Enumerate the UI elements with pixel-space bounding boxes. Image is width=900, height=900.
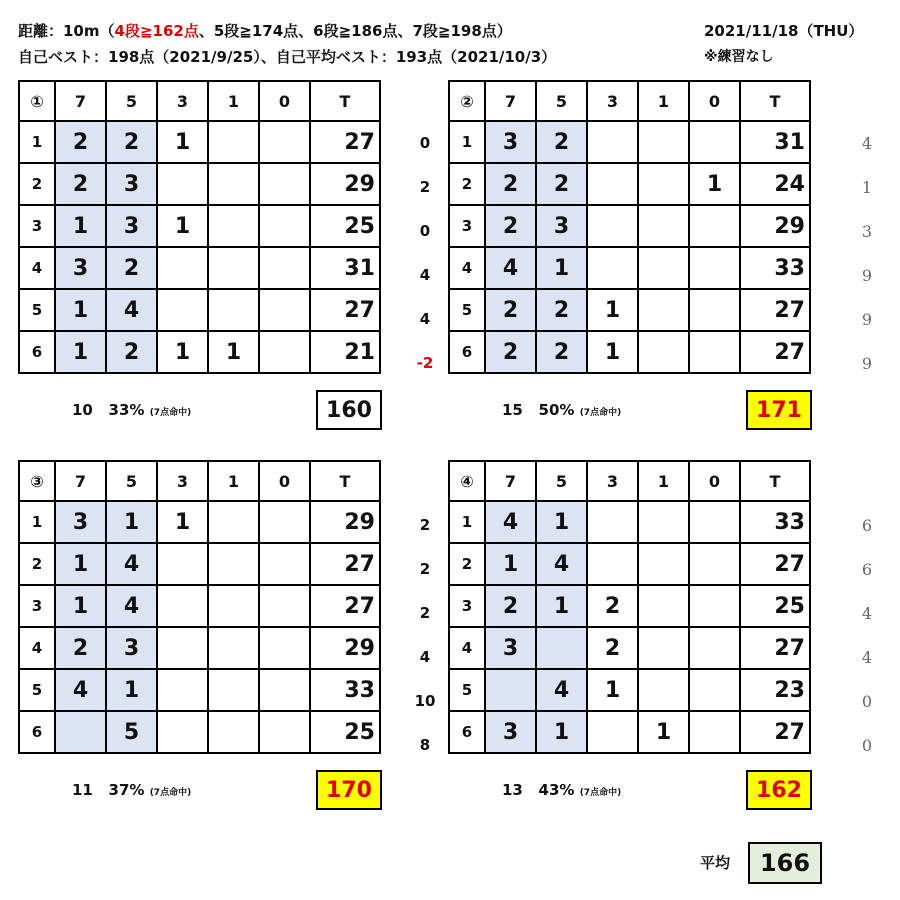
hit-count-0 (259, 247, 310, 289)
hit-count-3: 2 (587, 627, 638, 669)
hit-count-7: 3 (485, 627, 536, 669)
column-header: 5 (106, 81, 157, 121)
left-diff-value: 2 (419, 178, 431, 196)
end-total: 27 (310, 289, 380, 331)
round-label: ④ (449, 461, 485, 501)
hit-count-3 (587, 163, 638, 205)
end-total: 33 (310, 669, 380, 711)
hit-count-5: 4 (106, 585, 157, 627)
hit-count-1 (638, 163, 689, 205)
hit-note: (7点命中) (149, 788, 192, 798)
hit-count-5: 1 (536, 247, 587, 289)
column-header: 7 (485, 461, 536, 501)
round-summary (72, 401, 191, 419)
hit-count-1 (638, 501, 689, 543)
end-number: 5 (449, 289, 485, 331)
hit-count-3 (587, 121, 638, 163)
hit-count-7: 3 (55, 501, 106, 543)
hit-count-3: 1 (587, 331, 638, 373)
hit-count-7 (55, 711, 106, 753)
end-number: 2 (19, 163, 55, 205)
hit-count-5: 2 (536, 331, 587, 373)
hit-count-7: 4 (485, 247, 536, 289)
end-number: 5 (449, 669, 485, 711)
table-row (19, 331, 380, 373)
hit-percentage: 33% (108, 401, 145, 419)
end-total: 31 (740, 121, 810, 163)
score-table-round-1 (18, 80, 381, 374)
hit-count-0 (259, 205, 310, 247)
hit-count-7: 3 (485, 121, 536, 163)
hit-count-0 (689, 331, 740, 373)
hit-count-3: 1 (157, 121, 208, 163)
hit-count-3 (587, 205, 638, 247)
end-total: 25 (740, 585, 810, 627)
left-diff-value: 8 (419, 736, 431, 754)
end-total: 27 (310, 121, 380, 163)
hit-count-5: 5 (106, 711, 157, 753)
hit-count-3: 1 (157, 205, 208, 247)
table-row (19, 627, 380, 669)
hit-count-1 (638, 543, 689, 585)
hit-count-3 (157, 711, 208, 753)
hit-count-3 (157, 543, 208, 585)
column-header: T (310, 461, 380, 501)
end-number: 4 (449, 247, 485, 289)
hit-count-0 (689, 627, 740, 669)
end-number: 4 (19, 627, 55, 669)
hit-count-1 (208, 711, 259, 753)
hit-count-1 (208, 163, 259, 205)
end-number: 1 (19, 121, 55, 163)
table-row (19, 585, 380, 627)
table-row (449, 121, 810, 163)
round-summary (502, 781, 621, 799)
table-row (19, 669, 380, 711)
right-diff-value: 6 (861, 560, 873, 579)
end-total: 27 (740, 711, 810, 753)
hit-count-5: 1 (536, 585, 587, 627)
hit-count-7: 2 (485, 331, 536, 373)
hit-count-1 (208, 543, 259, 585)
end-number: 3 (449, 205, 485, 247)
hit-count-7: 1 (55, 585, 106, 627)
right-diff-value: 0 (861, 692, 873, 711)
end-total: 27 (310, 543, 380, 585)
column-header: T (740, 461, 810, 501)
left-diff-value: 0 (419, 222, 431, 240)
header-note: ※練習なし (704, 49, 774, 65)
hit-count-3: 1 (587, 669, 638, 711)
hit-count-7: 2 (485, 289, 536, 331)
table-row (449, 247, 810, 289)
hit-count-1: 1 (208, 331, 259, 373)
hit-count-3 (157, 247, 208, 289)
hit-count-3 (587, 711, 638, 753)
hit-count-1 (208, 501, 259, 543)
column-header: 7 (55, 81, 106, 121)
hit-count-0 (689, 585, 740, 627)
left-diff-value: 2 (419, 604, 431, 622)
header-best-line: 自己ベスト：198点（2021/9/25）、自己平均ベスト：193点（2021/10/3） (18, 48, 557, 66)
right-diff-value: 4 (861, 134, 873, 153)
round-total: 160 (316, 390, 382, 430)
right-diff-value: 4 (861, 648, 873, 667)
hit-count-1 (638, 121, 689, 163)
hit-count-1 (208, 121, 259, 163)
left-diff-value: 4 (419, 266, 431, 284)
end-number: 5 (19, 669, 55, 711)
hit-count-1 (208, 247, 259, 289)
hit-count-1 (638, 331, 689, 373)
hit-count-7: 1 (485, 543, 536, 585)
hit-count-5: 1 (536, 711, 587, 753)
hit-count-7: 1 (55, 331, 106, 373)
hit-count-7: 4 (55, 669, 106, 711)
left-diff-value: 4 (419, 310, 431, 328)
hit-count-5 (536, 627, 587, 669)
score-table-round-2 (448, 80, 811, 374)
hit-count-7: 2 (55, 121, 106, 163)
right-diff-value: 9 (861, 354, 873, 373)
end-total: 27 (310, 585, 380, 627)
hit-count-1 (638, 247, 689, 289)
hit-count-0 (259, 289, 310, 331)
hit-count-5: 1 (536, 501, 587, 543)
hit-count-5: 4 (536, 543, 587, 585)
distance-prefix: 距離：10m（ (18, 22, 115, 40)
end-total: 31 (310, 247, 380, 289)
end-number: 4 (19, 247, 55, 289)
column-header: 1 (638, 461, 689, 501)
hit-count-7: 15 (502, 401, 523, 419)
header-distance-line (18, 20, 512, 41)
column-header: 0 (259, 81, 310, 121)
table-row (449, 163, 810, 205)
end-number: 3 (19, 585, 55, 627)
hit-count-5: 1 (106, 669, 157, 711)
end-total: 24 (740, 163, 810, 205)
end-number: 1 (449, 501, 485, 543)
hit-count-0 (689, 247, 740, 289)
hit-count-0 (259, 711, 310, 753)
right-diff-value: 0 (861, 736, 873, 755)
hit-count-0 (689, 669, 740, 711)
round-total: 162 (746, 770, 812, 810)
hit-count-0 (689, 501, 740, 543)
end-number: 1 (19, 501, 55, 543)
hit-count-3 (587, 501, 638, 543)
column-header: 1 (638, 81, 689, 121)
hit-count-7: 10 (72, 401, 93, 419)
column-header: 0 (259, 461, 310, 501)
hit-count-3 (587, 543, 638, 585)
hit-count-7: 3 (55, 247, 106, 289)
end-total: 29 (310, 627, 380, 669)
hit-count-0 (259, 669, 310, 711)
score-table-round-3 (18, 460, 381, 754)
hit-count-7: 1 (55, 205, 106, 247)
table-row (19, 247, 380, 289)
hit-count-5: 4 (106, 543, 157, 585)
right-diff-value: 9 (861, 266, 873, 285)
hit-count-5: 1 (106, 501, 157, 543)
hit-count-3: 2 (587, 585, 638, 627)
hit-count-0 (259, 501, 310, 543)
round-summary (502, 401, 621, 419)
column-header: 3 (157, 81, 208, 121)
hit-count-5: 4 (536, 669, 587, 711)
column-header: 7 (485, 81, 536, 121)
rank-thresholds: 、5段≧174点、6段≧186点、7段≧198点） (198, 22, 512, 40)
end-total: 23 (740, 669, 810, 711)
end-number: 5 (19, 289, 55, 331)
average-value: 166 (748, 842, 822, 884)
table-row (19, 163, 380, 205)
hit-count-0 (259, 585, 310, 627)
left-diff-value: 4 (419, 648, 431, 666)
hit-count-3 (157, 585, 208, 627)
hit-count-1 (638, 627, 689, 669)
round-total: 170 (316, 770, 382, 810)
left-diff-value: 2 (419, 516, 431, 534)
column-header: 1 (208, 81, 259, 121)
hit-count-0 (689, 711, 740, 753)
hit-percentage: 43% (538, 781, 575, 799)
hit-count-5: 2 (536, 121, 587, 163)
round-summary (72, 781, 191, 799)
column-header: 5 (106, 461, 157, 501)
hit-count-7: 2 (485, 585, 536, 627)
hit-count-7: 13 (502, 781, 523, 799)
hit-count-7: 11 (72, 781, 93, 799)
table-row (449, 289, 810, 331)
end-total: 29 (740, 205, 810, 247)
hit-count-5: 3 (536, 205, 587, 247)
column-header: T (740, 81, 810, 121)
end-number: 2 (19, 543, 55, 585)
hit-count-5: 2 (106, 247, 157, 289)
end-total: 29 (310, 163, 380, 205)
end-number: 1 (449, 121, 485, 163)
table-row (449, 669, 810, 711)
hit-percentage: 37% (108, 781, 145, 799)
hit-count-1 (638, 585, 689, 627)
hit-count-3: 1 (587, 289, 638, 331)
hit-note: (7点命中) (149, 408, 192, 418)
hit-count-1 (208, 585, 259, 627)
hit-count-1 (638, 669, 689, 711)
end-number: 6 (449, 711, 485, 753)
column-header: 3 (157, 461, 208, 501)
hit-count-0 (259, 331, 310, 373)
end-number: 3 (449, 585, 485, 627)
left-diff-value: -2 (416, 354, 434, 372)
table-row (19, 205, 380, 247)
column-header: 7 (55, 461, 106, 501)
table-row (449, 205, 810, 247)
hit-note: (7点命中) (579, 788, 622, 798)
hit-count-1 (208, 205, 259, 247)
hit-count-0 (259, 543, 310, 585)
end-number: 6 (449, 331, 485, 373)
hit-count-3 (157, 669, 208, 711)
end-number: 3 (19, 205, 55, 247)
end-total: 25 (310, 711, 380, 753)
right-diff-value: 6 (861, 516, 873, 535)
hit-count-0 (689, 289, 740, 331)
right-diff-value: 4 (861, 604, 873, 623)
round-label: ① (19, 81, 55, 121)
left-diff-value: 2 (419, 560, 431, 578)
hit-count-7: 1 (55, 543, 106, 585)
target-rank-highlight: 4段≧162点 (114, 22, 199, 40)
table-row (449, 585, 810, 627)
hit-count-1 (638, 289, 689, 331)
table-row (19, 289, 380, 331)
column-header: 0 (689, 81, 740, 121)
end-total: 27 (740, 543, 810, 585)
end-total: 27 (740, 627, 810, 669)
column-header: T (310, 81, 380, 121)
end-total: 27 (740, 289, 810, 331)
end-number: 2 (449, 543, 485, 585)
end-total: 33 (740, 501, 810, 543)
table-row (19, 501, 380, 543)
column-header: 3 (587, 81, 638, 121)
left-diff-value: 0 (419, 134, 431, 152)
hit-count-1 (208, 289, 259, 331)
hit-count-5: 2 (536, 289, 587, 331)
end-total: 27 (740, 331, 810, 373)
table-row (19, 711, 380, 753)
round-label: ② (449, 81, 485, 121)
end-number: 4 (449, 627, 485, 669)
hit-count-5: 3 (106, 205, 157, 247)
column-header: 3 (587, 461, 638, 501)
hit-count-0 (689, 543, 740, 585)
hit-count-5: 4 (106, 289, 157, 331)
hit-count-3 (587, 247, 638, 289)
hit-count-3: 1 (157, 331, 208, 373)
hit-count-7: 4 (485, 501, 536, 543)
column-header: 1 (208, 461, 259, 501)
hit-count-0 (689, 121, 740, 163)
hit-count-5: 2 (536, 163, 587, 205)
hit-count-0 (689, 205, 740, 247)
hit-count-5: 3 (106, 627, 157, 669)
table-row (19, 543, 380, 585)
table-row (449, 627, 810, 669)
hit-count-1 (208, 669, 259, 711)
hit-count-7: 1 (55, 289, 106, 331)
hit-count-7: 2 (485, 205, 536, 247)
hit-count-1 (638, 205, 689, 247)
left-diff-value: 10 (414, 692, 436, 710)
table-row (19, 121, 380, 163)
hit-count-7: 2 (485, 163, 536, 205)
end-number: 6 (19, 331, 55, 373)
right-diff-value: 1 (861, 178, 873, 197)
right-diff-value: 3 (861, 222, 873, 241)
column-header: 5 (536, 81, 587, 121)
average-label: 平均 (700, 854, 731, 872)
hit-count-0 (259, 627, 310, 669)
hit-percentage: 50% (538, 401, 575, 419)
end-total: 21 (310, 331, 380, 373)
hit-count-3 (157, 627, 208, 669)
table-row (449, 543, 810, 585)
hit-count-0 (259, 163, 310, 205)
hit-count-0: 1 (689, 163, 740, 205)
hit-count-7 (485, 669, 536, 711)
round-total: 171 (746, 390, 812, 430)
score-table-round-4 (448, 460, 811, 754)
hit-count-0 (259, 121, 310, 163)
hit-count-7: 2 (55, 163, 106, 205)
hit-count-5: 2 (106, 121, 157, 163)
header-date: 2021/11/18（THU） (704, 22, 864, 40)
hit-count-1 (208, 627, 259, 669)
hit-count-3: 1 (157, 501, 208, 543)
hit-count-7: 2 (55, 627, 106, 669)
end-number: 2 (449, 163, 485, 205)
hit-count-3 (157, 289, 208, 331)
column-header: 0 (689, 461, 740, 501)
hit-count-5: 3 (106, 163, 157, 205)
round-label: ③ (19, 461, 55, 501)
table-row (449, 331, 810, 373)
end-total: 33 (740, 247, 810, 289)
table-row (449, 711, 810, 753)
end-total: 29 (310, 501, 380, 543)
table-row (449, 501, 810, 543)
column-header: 5 (536, 461, 587, 501)
right-diff-value: 9 (861, 310, 873, 329)
end-total: 25 (310, 205, 380, 247)
end-number: 6 (19, 711, 55, 753)
hit-note: (7点命中) (579, 408, 622, 418)
hit-count-5: 2 (106, 331, 157, 373)
hit-count-1: 1 (638, 711, 689, 753)
hit-count-3 (157, 163, 208, 205)
hit-count-7: 3 (485, 711, 536, 753)
